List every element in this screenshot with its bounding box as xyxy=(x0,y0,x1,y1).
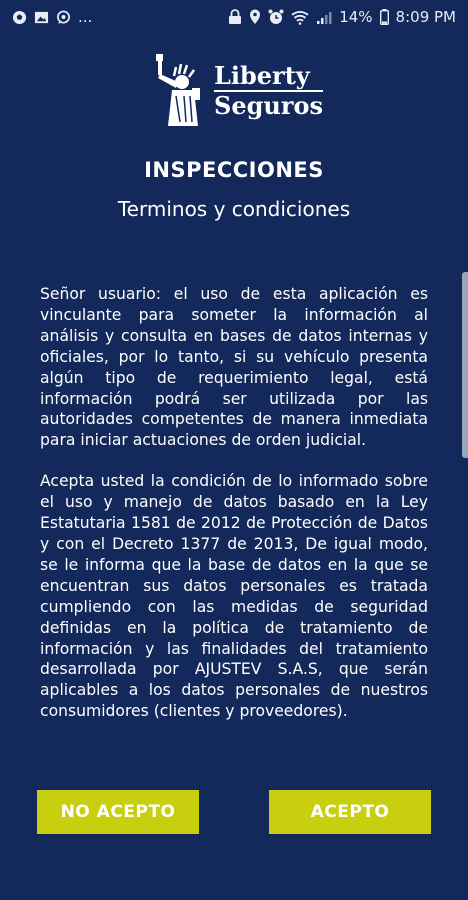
image-icon xyxy=(34,10,49,25)
alarm-icon xyxy=(268,9,284,25)
battery-icon xyxy=(380,9,389,25)
status-bar xyxy=(0,0,468,34)
soccer-ball-icon xyxy=(12,10,27,25)
lock-icon xyxy=(228,9,242,25)
page-subtitle: Terminos y condiciones xyxy=(117,197,351,221)
terms-text-scroll-area[interactable] xyxy=(40,284,428,758)
more-notifications: ... xyxy=(78,8,93,26)
acepto-button[interactable]: ACEPTO xyxy=(269,790,431,834)
terms-paragraph-2: Acepta usted la condición de lo informado sobre el uso y manejo de datos basado en la Ley Estatutaria 1581 de 2012 de Protección de Datos y con el Decreto 1377 de 2013, De igual modo, se le informa que la base de datos en la que se encuentran sus datos personales es tratada cumpliendo con las medidas de seguridad definidas en la política de tratamiento de información y las finalidades del tratamiento desarrollada por AJUSTEV S.A.S, que serán aplicables a los datos personales de nuestros consumidores (clientes y proveedores). xyxy=(40,472,428,721)
logo-liberty-text: Liberty xyxy=(214,62,323,92)
no-acepto-button[interactable]: NO ACEPTO xyxy=(37,790,199,834)
statue-of-liberty-icon xyxy=(152,52,208,128)
logo-seguros-text: Seguros xyxy=(214,90,323,120)
logo-wordmark xyxy=(214,62,323,119)
whatsapp-icon xyxy=(56,10,71,25)
clock: 8:09 PM xyxy=(395,8,456,26)
page-title: INSPECCIONES xyxy=(144,158,324,182)
liberty-seguros-logo xyxy=(152,52,323,128)
battery-percent: 14% xyxy=(339,8,373,26)
scrollbar-thumb[interactable] xyxy=(462,272,468,458)
terms-paragraph-1: Señor usuario: el uso de esta aplicación es vinculante para someter la información al análisis y consulta en bases de datos internas y oficiales, por lo tanto, si su vehículo presenta algún tipo de requerimiento legal, está información podrá ser utilizada por las autoridades competentes de manera inmediata para iniciar actuaciones de orden judicial. xyxy=(40,285,428,450)
location-icon xyxy=(249,9,261,25)
notification-area xyxy=(12,8,92,26)
system-status-area xyxy=(228,8,456,26)
wifi-icon xyxy=(291,10,309,25)
signal-icon xyxy=(316,10,332,25)
